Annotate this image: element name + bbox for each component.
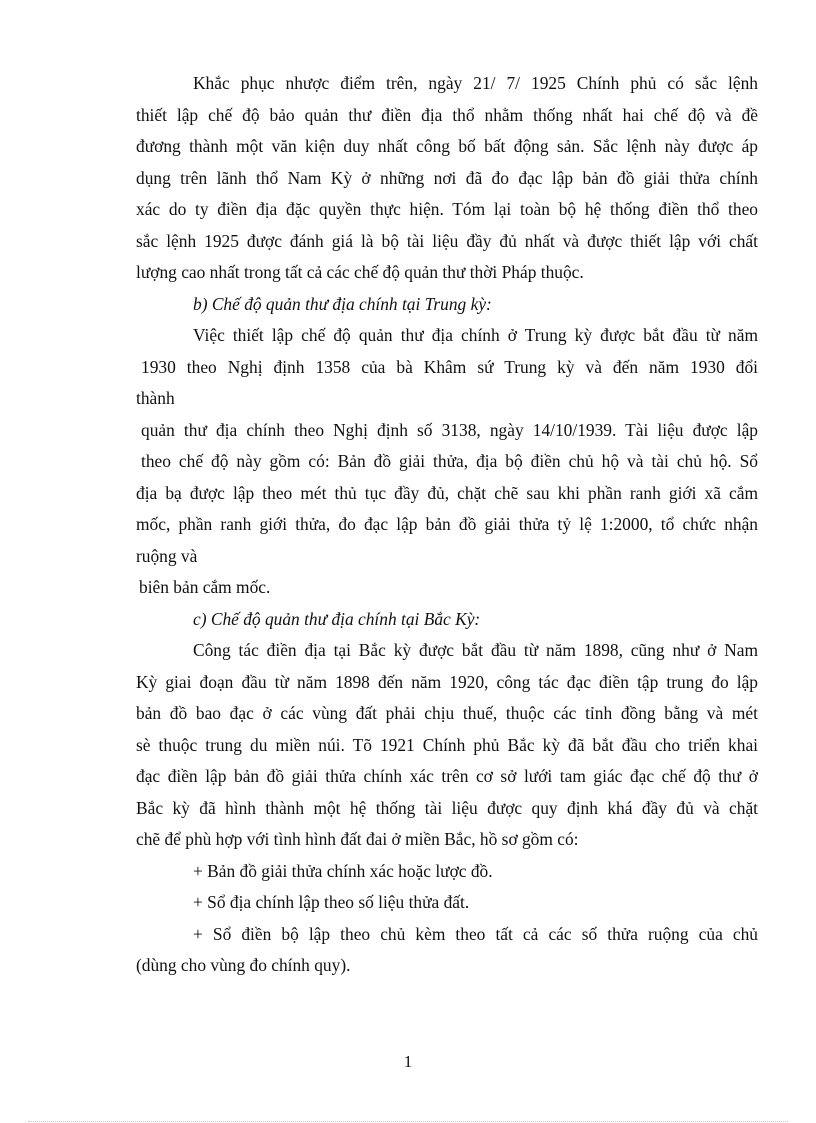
paragraph-1-line-6: sắc lệnh 1925 được đánh giá là bộ tài liệu đầy đủ nhất và được thiết lập với chất bbox=[136, 230, 758, 251]
page-number: 1 bbox=[403, 1052, 413, 1071]
document-body bbox=[136, 68, 758, 982]
paragraph-3-line-5: đạc điền lập bản đồ giải thửa chính xác trên cơ sở lưới tam giác đạc chế độ thư ở bbox=[136, 766, 758, 786]
paragraph-3-line-4: sè thuộc trung du miền núi. Tõ 1921 Chính phủ Bắc kỳ đã bắt đầu cho triển khai bbox=[136, 734, 758, 755]
paragraph-2-line-6: địa bạ được lập theo mét thủ tục đầy đủ, chặt chẽ sau khi phần ranh giới xã cắm bbox=[136, 482, 758, 503]
list-item-3-line-1: + Sổ điền bộ lập theo chủ kèm theo tất cả các số thửa ruộng của chủ bbox=[193, 923, 758, 944]
paragraph-1-line-3: đương thành một văn kiện duy nhất công bố bất động sản. Sắc lệnh này được áp bbox=[136, 136, 758, 156]
paragraph-3-line-6: Bắc kỳ đã hình thành một hệ thống tài liệu được quy định khá đầy đủ và chặt bbox=[136, 797, 758, 818]
paragraph-2-line-1: Việc thiết lập chế độ quản thư địa chính ở Trung kỳ được bắt đầu từ năm bbox=[193, 325, 758, 345]
page-bottom-divider bbox=[28, 1121, 788, 1122]
list-item-1: + Bản đồ giải thửa chính xác hoặc lược đồ. bbox=[193, 860, 493, 881]
paragraph-2-line-3: thành bbox=[136, 388, 175, 408]
paragraph-2-line-9: biên bản cắm mốc. bbox=[139, 577, 271, 597]
paragraph-3-line-7: chẽ để phù hợp với tình hình đất đai ở miền Bắc, hồ sơ gồm có: bbox=[136, 829, 579, 849]
paragraph-2-line-2: 1930 theo Nghị định 1358 của bà Khâm sứ Trung kỳ và đến năm 1930 đổi bbox=[141, 356, 758, 377]
paragraph-2-line-5: theo chế độ này gồm có: Bản đồ giải thửa, địa bộ điền chủ hộ và tài chủ hộ. Sổ bbox=[141, 451, 758, 471]
paragraph-2-line-7: mốc, phần ranh giới thửa, đo đạc lập bản đồ giải thửa tỷ lệ 1:2000, tổ chức nhận bbox=[136, 514, 758, 534]
list-item-3-line-2: (dùng cho vùng đo chính quy). bbox=[136, 955, 351, 975]
list-item-2: + Sổ địa chính lập theo số liệu thửa đất. bbox=[193, 892, 470, 912]
paragraph-2-line-8: ruộng và bbox=[136, 545, 198, 566]
paragraph-1-line-7: lượng cao nhất trong tất cả các chế độ quản thư thời Pháp thuộc. bbox=[136, 262, 584, 282]
paragraph-1-line-4: dụng trên lãnh thổ Nam Kỳ ở những nơi đã đo đạc lập bản đồ giải thửa chính bbox=[136, 167, 758, 188]
paragraph-3-line-3: bản đồ bao đạc ở các vùng đất phải chịu thuế, thuộc các tỉnh đồng bằng và mét bbox=[136, 703, 758, 723]
paragraph-3-line-1: Công tác điền địa tại Bắc kỳ được bắt đầu từ năm 1898, cũng như ở Nam bbox=[193, 640, 758, 660]
paragraph-2-line-4: quản thư địa chính theo Nghị định số 3138, ngày 14/10/1939. Tài liệu được lập bbox=[141, 419, 758, 440]
section-heading-bac-ky: c) Chế độ quản thư địa chính tại Bắc Kỳ: bbox=[193, 608, 481, 629]
paragraph-3-line-2: Kỳ giai đoạn đầu từ năm 1898 đến năm 1920, công tác đạc điền tập trung đo lập bbox=[136, 671, 758, 692]
paragraph-1-line-2: thiết lập chế độ bảo quản thư điền địa thổ nhằm thống nhất hai chế độ và đề bbox=[136, 104, 758, 125]
section-heading-trung-ky: b) Chế độ quản thư địa chính tại Trung kỳ: bbox=[193, 293, 492, 314]
paragraph-1-line-1: Khắc phục nhược điểm trên, ngày 21/ 7/ 1925 Chính phủ có sắc lệnh bbox=[193, 73, 758, 93]
paragraph-1-line-5: xác do ty điền địa đặc quyền thực hiện. Tóm lại toàn bộ hệ thống điền thổ theo bbox=[136, 199, 758, 219]
